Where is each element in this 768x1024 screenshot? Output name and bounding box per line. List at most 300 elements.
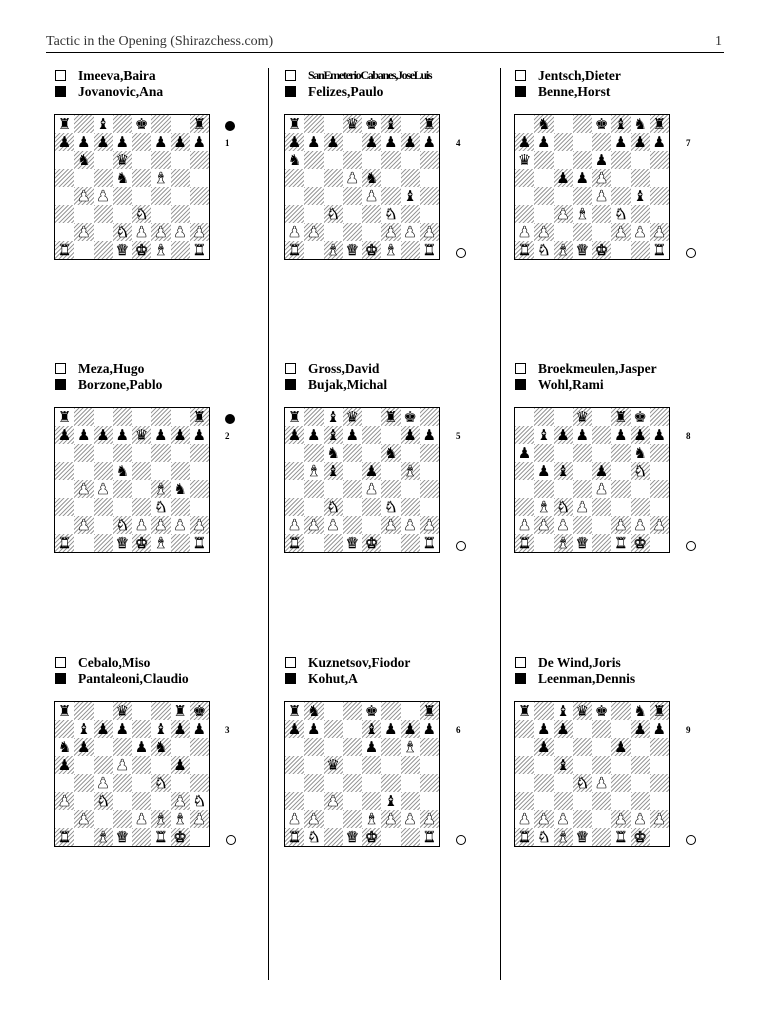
square-h4 [190, 480, 209, 498]
square-d8 [343, 408, 362, 426]
square-e8 [592, 702, 611, 720]
puzzle-9 [515, 655, 735, 945]
white-pawn-icon: ♟ [614, 223, 628, 241]
square-f3 [381, 792, 400, 810]
square-b4 [304, 774, 323, 792]
black-pawn-icon: ♟ [556, 169, 570, 187]
square-f5 [151, 169, 170, 187]
black-pawn-icon: ♟ [115, 133, 130, 151]
square-f4 [611, 480, 630, 498]
white-rook-icon: ♜ [287, 534, 302, 552]
white-pawn-icon: ♟ [556, 205, 570, 223]
square-f8 [381, 702, 400, 720]
black-square-icon [285, 673, 296, 684]
square-c8 [324, 115, 343, 133]
black-bishop-icon: ♝ [96, 115, 110, 133]
white-pawn-icon: ♟ [364, 187, 379, 205]
white-bishop-icon: ♝ [403, 462, 417, 480]
square-b2 [304, 516, 323, 534]
square-d8 [343, 115, 362, 133]
square-d7 [343, 426, 362, 444]
square-a7 [515, 133, 534, 151]
square-a5 [55, 462, 74, 480]
square-a6 [285, 444, 304, 462]
square-b6 [304, 151, 323, 169]
square-d4 [573, 480, 592, 498]
black-to-move-indicator [225, 414, 235, 424]
black-pawn-icon: ♟ [384, 720, 398, 738]
square-b4 [534, 187, 553, 205]
white-pawn-icon: ♟ [77, 187, 91, 205]
white-pawn-icon: ♟ [77, 223, 91, 241]
square-c7 [324, 426, 343, 444]
square-a6 [285, 738, 304, 756]
white-rook-icon: ♜ [517, 534, 532, 552]
white-king-icon: ♚ [173, 828, 187, 846]
square-d6 [573, 444, 592, 462]
square-e8 [132, 408, 151, 426]
square-d1 [113, 534, 132, 552]
square-g3 [171, 498, 190, 516]
square-c7 [94, 426, 113, 444]
square-e4 [592, 187, 611, 205]
black-king-icon: ♚ [364, 115, 379, 133]
square-f1 [381, 241, 400, 259]
white-queen-icon: ♛ [575, 241, 590, 259]
square-h8 [650, 408, 669, 426]
black-bishop-icon: ♝ [556, 462, 570, 480]
square-a7 [55, 720, 74, 738]
black-pawn-icon: ♟ [652, 133, 667, 151]
white-rook-icon: ♜ [192, 241, 207, 259]
black-bishop-icon: ♝ [614, 115, 628, 133]
white-player-name: SanEmeterioCabanes,JoseLuis [308, 68, 432, 82]
square-e6 [132, 738, 151, 756]
square-f3 [151, 205, 170, 223]
square-a4 [515, 480, 534, 498]
square-g6 [631, 151, 650, 169]
square-d2 [343, 516, 362, 534]
square-g2 [171, 223, 190, 241]
square-h3 [650, 205, 669, 223]
white-rook-icon: ♜ [614, 534, 628, 552]
square-d3 [343, 792, 362, 810]
square-f1 [611, 241, 630, 259]
square-b1 [74, 828, 93, 846]
white-king-icon: ♚ [633, 534, 647, 552]
black-queen-icon: ♛ [517, 151, 532, 169]
black-square-icon [55, 86, 66, 97]
square-a2 [285, 223, 304, 241]
square-f8 [151, 115, 170, 133]
black-square-icon [285, 379, 296, 390]
white-bishop-icon: ♝ [96, 828, 110, 846]
black-bishop-icon: ♝ [403, 187, 417, 205]
square-b5 [74, 169, 93, 187]
square-d5 [573, 462, 592, 480]
square-c8 [554, 408, 573, 426]
square-d1 [573, 828, 592, 846]
square-e3 [362, 792, 381, 810]
square-b1 [74, 241, 93, 259]
square-e5 [592, 462, 611, 480]
black-pawn-icon: ♟ [556, 426, 570, 444]
square-e3 [132, 498, 151, 516]
black-queen-icon: ♛ [345, 408, 360, 426]
square-a1 [55, 534, 74, 552]
square-h5 [650, 756, 669, 774]
square-g4 [631, 480, 650, 498]
square-g6 [401, 151, 420, 169]
black-square-icon [515, 673, 526, 684]
square-e5 [592, 169, 611, 187]
square-d8 [343, 702, 362, 720]
square-c4 [94, 480, 113, 498]
chess-board [514, 407, 670, 553]
white-bishop-icon: ♝ [537, 498, 551, 516]
square-f4 [611, 187, 630, 205]
black-queen-icon: ♛ [575, 408, 590, 426]
black-player-name: Wohl,Rami [538, 377, 604, 392]
white-pawn-icon: ♟ [614, 810, 628, 828]
square-e6 [362, 444, 381, 462]
square-e3 [132, 792, 151, 810]
square-a1 [515, 534, 534, 552]
white-bishop-icon: ♝ [556, 828, 570, 846]
square-b2 [74, 223, 93, 241]
square-g7 [631, 426, 650, 444]
square-f8 [611, 115, 630, 133]
white-queen-icon: ♛ [575, 534, 590, 552]
puzzle-5 [285, 361, 505, 651]
white-pawn-icon: ♟ [307, 810, 321, 828]
puzzle-2 [55, 361, 275, 651]
square-h3 [650, 498, 669, 516]
white-pawn-icon: ♟ [652, 223, 667, 241]
white-pawn-icon: ♟ [115, 756, 130, 774]
square-e1 [592, 534, 611, 552]
square-h3 [420, 498, 439, 516]
square-a5 [285, 462, 304, 480]
white-rook-icon: ♜ [652, 241, 667, 259]
square-h5 [190, 756, 209, 774]
square-e5 [132, 756, 151, 774]
square-a3 [55, 205, 74, 223]
square-a1 [285, 534, 304, 552]
square-f2 [381, 516, 400, 534]
black-bishop-icon: ♝ [364, 720, 379, 738]
square-a4 [285, 187, 304, 205]
square-b3 [74, 205, 93, 223]
black-square-icon [55, 379, 66, 390]
square-g1 [631, 828, 650, 846]
square-f4 [381, 480, 400, 498]
white-pawn-icon: ♟ [192, 516, 207, 534]
square-a4 [55, 774, 74, 792]
white-knight-icon: ♞ [326, 498, 340, 516]
square-d5 [573, 169, 592, 187]
square-b3 [304, 498, 323, 516]
white-square-icon [515, 657, 526, 668]
square-b1 [534, 534, 553, 552]
square-f4 [381, 774, 400, 792]
square-d5 [343, 756, 362, 774]
square-a8 [285, 702, 304, 720]
square-e3 [132, 205, 151, 223]
square-c2 [554, 810, 573, 828]
square-h2 [420, 810, 439, 828]
white-bishop-icon: ♝ [364, 810, 379, 828]
puzzle-number: 5 [456, 431, 461, 441]
square-a2 [55, 223, 74, 241]
square-d2 [343, 810, 362, 828]
square-d2 [113, 516, 132, 534]
square-d6 [573, 151, 592, 169]
black-rook-icon: ♜ [287, 408, 302, 426]
white-to-move-indicator [686, 248, 696, 258]
white-square-icon [55, 70, 66, 81]
square-h2 [420, 223, 439, 241]
square-b3 [534, 205, 553, 223]
square-f2 [151, 810, 170, 828]
square-c6 [324, 151, 343, 169]
square-h7 [420, 426, 439, 444]
black-rook-icon: ♜ [384, 408, 398, 426]
white-queen-icon: ♛ [345, 828, 360, 846]
black-pawn-icon: ♟ [173, 720, 187, 738]
square-c2 [94, 223, 113, 241]
square-g5 [171, 169, 190, 187]
square-g2 [171, 810, 190, 828]
white-pawn-icon: ♟ [422, 223, 437, 241]
square-f5 [151, 462, 170, 480]
square-g3 [401, 498, 420, 516]
white-to-move-indicator [456, 248, 466, 258]
black-pawn-icon: ♟ [96, 426, 110, 444]
black-pawn-icon: ♟ [192, 720, 207, 738]
black-player-name: Felizes,Paulo [308, 84, 384, 99]
square-c8 [324, 702, 343, 720]
square-c1 [94, 828, 113, 846]
square-h6 [650, 151, 669, 169]
square-b6 [74, 444, 93, 462]
white-pawn-icon: ♟ [575, 498, 590, 516]
square-a6 [55, 738, 74, 756]
black-square-icon [515, 379, 526, 390]
square-g2 [401, 810, 420, 828]
black-pawn-icon: ♟ [517, 444, 532, 462]
square-g5 [631, 756, 650, 774]
square-a3 [285, 498, 304, 516]
black-knight-icon: ♞ [115, 169, 130, 187]
square-e1 [132, 828, 151, 846]
white-bishop-icon: ♝ [556, 241, 570, 259]
square-d7 [343, 720, 362, 738]
square-e8 [592, 115, 611, 133]
white-knight-icon: ♞ [384, 205, 398, 223]
black-pawn-icon: ♟ [364, 462, 379, 480]
square-b8 [304, 115, 323, 133]
black-pawn-icon: ♟ [575, 426, 590, 444]
white-pawn-icon: ♟ [173, 792, 187, 810]
square-f7 [151, 426, 170, 444]
white-pawn-icon: ♟ [154, 223, 168, 241]
square-a8 [285, 115, 304, 133]
square-h1 [190, 534, 209, 552]
square-h1 [420, 241, 439, 259]
square-b3 [534, 498, 553, 516]
square-a8 [515, 702, 534, 720]
white-queen-icon: ♛ [115, 241, 130, 259]
square-b6 [534, 151, 553, 169]
black-pawn-icon: ♟ [173, 756, 187, 774]
square-g2 [631, 516, 650, 534]
white-pawn-icon: ♟ [633, 223, 647, 241]
white-knight-icon: ♞ [115, 223, 130, 241]
square-h7 [190, 426, 209, 444]
square-b2 [534, 810, 553, 828]
black-bishop-icon: ♝ [77, 720, 91, 738]
white-pawn-icon: ♟ [384, 223, 398, 241]
square-b6 [304, 444, 323, 462]
square-g4 [171, 480, 190, 498]
square-f5 [381, 169, 400, 187]
square-d6 [343, 738, 362, 756]
black-bishop-icon: ♝ [556, 702, 570, 720]
black-king-icon: ♚ [134, 115, 149, 133]
white-queen-icon: ♛ [115, 828, 130, 846]
square-d8 [573, 115, 592, 133]
white-knight-icon: ♞ [115, 516, 130, 534]
square-h6 [190, 444, 209, 462]
white-knight-icon: ♞ [154, 498, 168, 516]
square-c1 [324, 241, 343, 259]
black-to-move-indicator [225, 121, 235, 131]
square-c7 [94, 720, 113, 738]
square-g4 [401, 774, 420, 792]
square-b4 [304, 187, 323, 205]
black-bishop-icon: ♝ [326, 462, 340, 480]
square-h1 [420, 828, 439, 846]
white-pawn-icon: ♟ [517, 516, 532, 534]
square-a4 [55, 187, 74, 205]
square-b4 [74, 187, 93, 205]
square-h2 [650, 810, 669, 828]
square-e4 [362, 774, 381, 792]
square-c1 [324, 828, 343, 846]
black-king-icon: ♚ [192, 702, 207, 720]
black-player-name: Borzone,Pablo [78, 377, 163, 392]
square-e7 [592, 720, 611, 738]
chess-board [54, 701, 210, 847]
square-e4 [592, 480, 611, 498]
square-c4 [554, 774, 573, 792]
white-queen-icon: ♛ [115, 534, 130, 552]
square-b8 [74, 408, 93, 426]
square-a3 [285, 205, 304, 223]
square-d5 [113, 169, 132, 187]
square-d4 [343, 774, 362, 792]
white-pawn-icon: ♟ [403, 810, 417, 828]
square-b3 [304, 792, 323, 810]
white-pawn-icon: ♟ [326, 516, 340, 534]
square-h5 [420, 169, 439, 187]
white-player-name: Kuznetsov,Fiodor [308, 655, 411, 670]
square-f6 [151, 151, 170, 169]
square-b4 [74, 774, 93, 792]
square-b2 [304, 810, 323, 828]
square-e7 [132, 133, 151, 151]
square-c7 [324, 133, 343, 151]
white-player-name: Imeeva,Baira [78, 68, 156, 83]
black-rook-icon: ♜ [173, 702, 187, 720]
white-pawn-icon: ♟ [96, 187, 110, 205]
black-rook-icon: ♜ [422, 115, 437, 133]
chess-board [284, 701, 440, 847]
square-c4 [554, 187, 573, 205]
black-rook-icon: ♜ [614, 408, 628, 426]
white-square-icon [285, 657, 296, 668]
black-bishop-icon: ♝ [537, 426, 551, 444]
square-c8 [94, 115, 113, 133]
square-c6 [554, 444, 573, 462]
black-knight-icon: ♞ [326, 444, 340, 462]
white-king-icon: ♚ [633, 828, 647, 846]
square-b8 [304, 702, 323, 720]
square-d2 [573, 516, 592, 534]
square-c1 [94, 534, 113, 552]
square-c3 [94, 792, 113, 810]
square-e7 [592, 133, 611, 151]
white-bishop-icon: ♝ [154, 480, 168, 498]
square-g4 [401, 187, 420, 205]
white-pawn-icon: ♟ [77, 810, 91, 828]
square-c2 [94, 810, 113, 828]
square-c8 [554, 115, 573, 133]
square-c2 [324, 810, 343, 828]
square-h7 [420, 133, 439, 151]
white-king-icon: ♚ [134, 241, 149, 259]
square-d7 [113, 720, 132, 738]
puzzle-number: 9 [686, 725, 691, 735]
white-player-name: Jentsch,Dieter [538, 68, 621, 83]
square-c1 [554, 241, 573, 259]
black-pawn-icon: ♟ [384, 133, 398, 151]
square-c7 [554, 426, 573, 444]
puzzle-3 [55, 655, 275, 945]
black-rook-icon: ♜ [287, 115, 302, 133]
square-h6 [420, 738, 439, 756]
white-knight-icon: ♞ [537, 241, 551, 259]
black-pawn-icon: ♟ [556, 720, 570, 738]
square-c3 [324, 498, 343, 516]
square-e3 [362, 498, 381, 516]
square-e1 [362, 828, 381, 846]
white-pawn-icon: ♟ [594, 169, 609, 187]
black-bishop-icon: ♝ [326, 408, 340, 426]
white-pawn-icon: ♟ [594, 774, 609, 792]
black-king-icon: ♚ [633, 408, 647, 426]
square-b8 [534, 702, 553, 720]
square-a7 [515, 720, 534, 738]
black-king-icon: ♚ [403, 408, 417, 426]
square-c1 [94, 241, 113, 259]
white-knight-icon: ♞ [556, 498, 570, 516]
square-d1 [343, 828, 362, 846]
square-c5 [324, 169, 343, 187]
square-d3 [343, 498, 362, 516]
square-e4 [132, 774, 151, 792]
